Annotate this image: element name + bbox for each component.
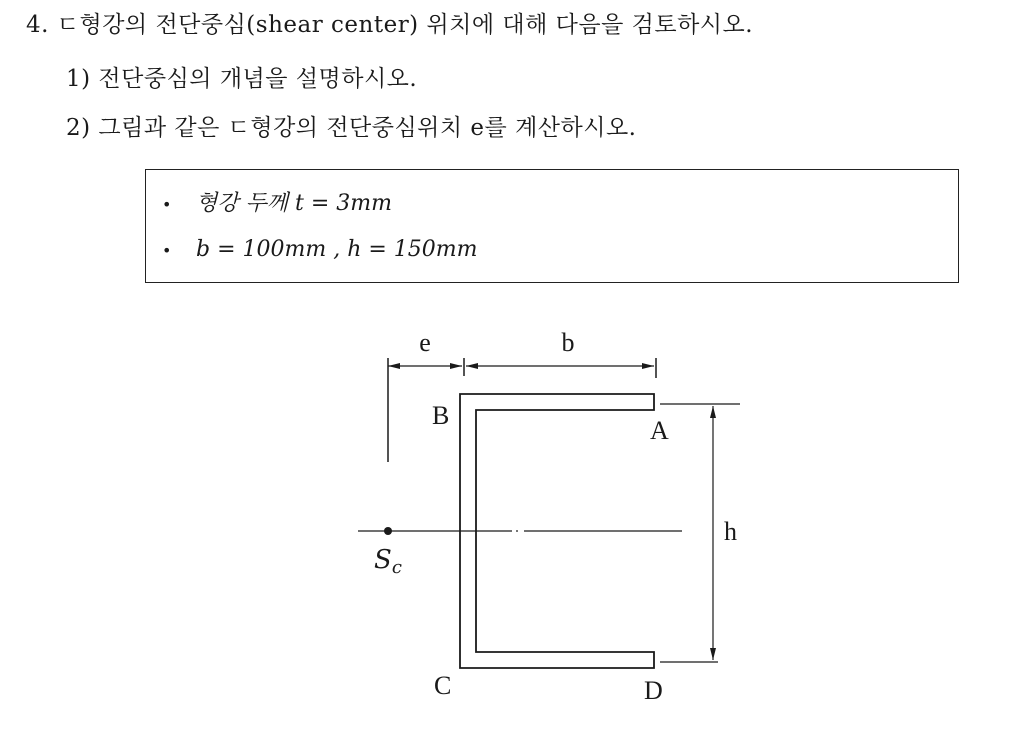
given-item-dimensions: [162, 236, 478, 265]
label-A: A: [650, 416, 669, 445]
arrow-left-icon: [388, 363, 400, 369]
label-C: C: [434, 671, 452, 700]
given-item-thickness-text: 형강 두께 t = 3mm: [196, 191, 392, 216]
label-e: e: [419, 328, 431, 357]
arrow-left-icon: [466, 363, 478, 369]
label-D: D: [644, 676, 663, 705]
bullet-icon: •: [162, 241, 172, 260]
given-values-box: [145, 169, 959, 283]
arrow-right-icon: [450, 363, 462, 369]
question-item-1: 1) 전단중심의 개념을 설명하시오.: [66, 66, 418, 92]
label-B: B: [432, 401, 450, 430]
question-title: 4. ㄷ형강의 전단중심(shear center) 위치에 대해 다음을 검토하시오.: [26, 12, 754, 38]
given-item-thickness: [162, 190, 392, 219]
question-item-2: 2) 그림과 같은 ㄷ형강의 전단중심위치 e를 계산하시오.: [66, 115, 637, 141]
label-b: b: [561, 328, 575, 357]
arrow-down-icon: [710, 648, 716, 660]
label-shear-center: Sc: [374, 545, 402, 578]
given-item-dimensions-text: b = 100mm , h = 150mm: [196, 237, 478, 262]
bullet-icon: •: [162, 195, 172, 214]
arrow-up-icon: [710, 406, 716, 418]
shear-center-point: [384, 527, 392, 535]
label-h: h: [724, 517, 737, 546]
channel-section-diagram: [340, 318, 740, 718]
arrow-right-icon: [642, 363, 654, 369]
